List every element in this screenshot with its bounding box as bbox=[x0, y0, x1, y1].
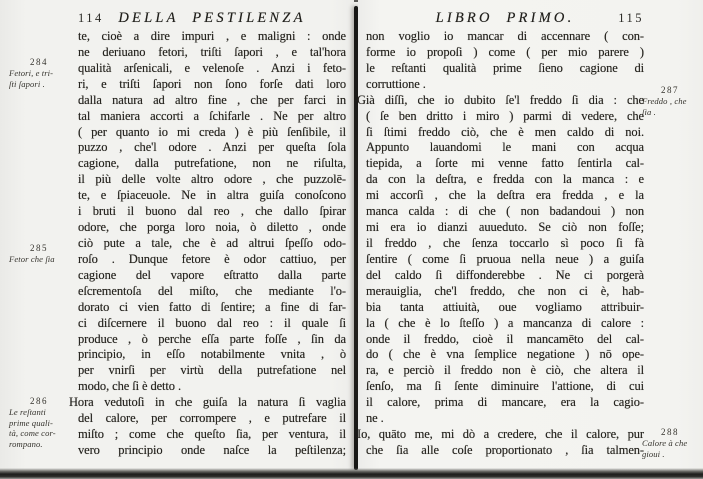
right-page bbox=[358, 0, 703, 479]
text-line: roſo . Dunque fetore è odor cattiuo, per bbox=[78, 251, 346, 266]
text-line: merauiglia, che'l freddo, che non ci è, hab- bbox=[366, 283, 644, 298]
margin-note-text: ſti ſapori . bbox=[9, 78, 45, 89]
margin-note-286 bbox=[3, 396, 75, 449]
margin-note-288 bbox=[640, 427, 700, 459]
margin-note-text: rompano. bbox=[9, 438, 43, 449]
text-line: forme io propoſi ) come ( per mio parere ) bbox=[366, 44, 644, 59]
text-line: ( per quanto io mi creda ) è più ſenſibile, il bbox=[78, 124, 346, 139]
text-line: ra, e perciò il freddo non è ciò, che altera il bbox=[366, 363, 644, 378]
text-line: il calore, prima di mancare, era la cagio- bbox=[366, 395, 644, 410]
text-line: la ( che è lo ſteſſo ) a mancanza di calore : bbox=[366, 315, 644, 330]
margin-note-number: 287 bbox=[661, 85, 679, 95]
text-line: il più delle volte altro odore , che puzzolē- bbox=[78, 172, 346, 187]
text-line: non voglio io mancar di accennare ( con- bbox=[366, 29, 644, 43]
text-line: che ſia alle coſe proportionato , ſia talmen- bbox=[366, 442, 644, 457]
text-line: ne deriuano fetori, triſti ſapori , e tal'hora bbox=[78, 44, 346, 59]
text-line: mi accorſi , che la deſtra era fredda , e la bbox=[366, 188, 644, 203]
margin-note-284 bbox=[3, 57, 75, 89]
right-page-body bbox=[357, 29, 644, 459]
text-line: ciò pute a tale, che è ad altrui ſpeſſo odo- bbox=[78, 235, 346, 250]
margin-note-text: Freddo , che bbox=[642, 96, 687, 106]
text-line: dalla natura ad altro fine , che per farci in bbox=[78, 92, 346, 107]
text-line: eſcrementoſa del miſto, che mediante l'o- bbox=[78, 283, 346, 298]
text-line: do ( che è vna ſemplice negatione ) nō ope- bbox=[366, 347, 644, 362]
text-line: tal maniera accorti a ſchifarle . Ne per altro bbox=[78, 108, 346, 123]
margin-note-number: 286 bbox=[30, 396, 48, 406]
text-line: da con la deſtra, e fredda con la manca : e bbox=[366, 172, 644, 187]
text-line: mi era io dianzi auueduto. Se ciò non foſſe; bbox=[366, 220, 644, 235]
text-line: qualità arſenicali, e velenoſe . Anzi i feto- bbox=[78, 60, 346, 75]
text-line: onde il freddo, cioè il mancamēto del cal- bbox=[366, 331, 644, 346]
text-line: cagione del vapore eſtratto dalla parte bbox=[78, 267, 346, 282]
text-line: odore, che porga loro noia, ò diletto , onde bbox=[78, 220, 346, 235]
margin-note-number: 284 bbox=[30, 57, 48, 67]
text-line: tiepida, a ſorte mi venne fatto ſentirla cal- bbox=[366, 156, 644, 171]
text-line: dorato ci vien fatto di ſentire; a fine di far- bbox=[78, 299, 346, 314]
right-page-header bbox=[366, 10, 644, 28]
text-line: produce , ò perche eſſa parte foſſe , ſin da bbox=[78, 331, 346, 346]
text-line: ( ſe ben dritto i miro ) parmi di vedere, che bbox=[366, 108, 644, 123]
text-line: cagione, dalla putrefatione, non ne riſulta, bbox=[78, 156, 346, 171]
right-page-number: 115 bbox=[618, 11, 644, 25]
text-line: puzzo , che'l odore . Anzi per queſta ſola bbox=[78, 140, 346, 155]
text-line: il freddo , che ſenza toccarlo sì poco ſi fà bbox=[366, 235, 644, 250]
text-line: ne . bbox=[366, 411, 384, 426]
left-margin-column bbox=[3, 0, 75, 479]
text-line: modo, che ſi è detto . bbox=[78, 379, 181, 394]
text-line: ci diſcernere il buono dal reo : il quale ſi bbox=[78, 315, 346, 330]
text-line: per vnirſi per virtù della putrefatione nel bbox=[78, 363, 346, 378]
left-page-number: 114 bbox=[78, 11, 104, 25]
text-line: ri, e triſti ſapori non ſono forſe dati loro bbox=[78, 76, 346, 91]
text-line: ſentire ( come ſi pruoua nella neue ) a guiſa bbox=[366, 251, 644, 266]
text-line: del calore, per corrompere , e putrefare il bbox=[78, 411, 346, 426]
left-page-body bbox=[69, 29, 346, 459]
text-line: corruttione . bbox=[366, 76, 426, 91]
margin-note-text: ſia . bbox=[642, 106, 656, 117]
margin-note-text: Calore à che bbox=[642, 438, 688, 448]
left-running-title: DELLA PESTILENZA bbox=[118, 10, 306, 26]
text-line: vero principio onde naſce la peſtilenza; bbox=[78, 442, 346, 457]
text-line: del caldo ſi diffonderebbe . Ne ci porgerà bbox=[366, 267, 644, 282]
margin-note-287 bbox=[640, 85, 700, 117]
text-line: Hora vedutoſi in che guiſa la natura ſi vaglia bbox=[69, 395, 346, 410]
margin-note-text: Fetori, e tri- bbox=[9, 68, 54, 78]
text-line: i bruti il buono dal reo , che dallo ſpirar bbox=[78, 204, 346, 219]
text-line: Io, quāto me, mi dò a credere, che il calore, pur bbox=[357, 427, 644, 442]
right-body-column bbox=[357, 10, 644, 459]
left-body-column bbox=[69, 10, 346, 459]
text-line: te, cioè a dire impuri , e maligni : onde bbox=[78, 29, 346, 43]
right-running-title: LIBRO PRIMO. bbox=[435, 10, 575, 26]
margin-note-text: Le reſtanti bbox=[9, 407, 46, 417]
text-line: principio, in eſſo notabilmente vnita , ò bbox=[78, 347, 346, 362]
scan-bottom-edge bbox=[0, 468, 703, 479]
margin-note-285 bbox=[3, 243, 75, 265]
text-line: ſenſo, ma ſi ſente diminuire l'attione, di cui bbox=[366, 379, 644, 394]
text-line: Appunto lauandomi le mani con acqua bbox=[366, 140, 644, 155]
text-line: ſi ſtimi freddo ciò, che è men caldo di noi. bbox=[366, 124, 644, 139]
text-line: Già diſſi, che io dubito ſe'l freddo ſi dia : che bbox=[357, 92, 644, 107]
margin-note-text: prime quali- bbox=[9, 417, 53, 428]
margin-note-number: 288 bbox=[661, 427, 679, 437]
margin-note-number: 285 bbox=[30, 243, 48, 253]
margin-note-text: gioui . bbox=[642, 448, 665, 459]
text-line: bia tanta attiuità, oue vogliamo attribuir- bbox=[366, 299, 644, 314]
text-line: miſto ; come che queſto ſia, per ventura, il bbox=[78, 427, 346, 442]
margin-note-text: tà, come cor- bbox=[9, 428, 56, 438]
left-page-header bbox=[78, 10, 346, 28]
text-line: le reſtanti qualità prime ſieno cagione di bbox=[366, 60, 644, 75]
text-line: manca calda : di che ( non badandoui ) non bbox=[366, 204, 644, 219]
margin-note-text: Fetor che ſia bbox=[9, 254, 55, 264]
text-line: te, e ſpiaceuole. Ne in altra guiſa conoſcono bbox=[78, 188, 346, 203]
right-margin-column bbox=[640, 0, 700, 479]
